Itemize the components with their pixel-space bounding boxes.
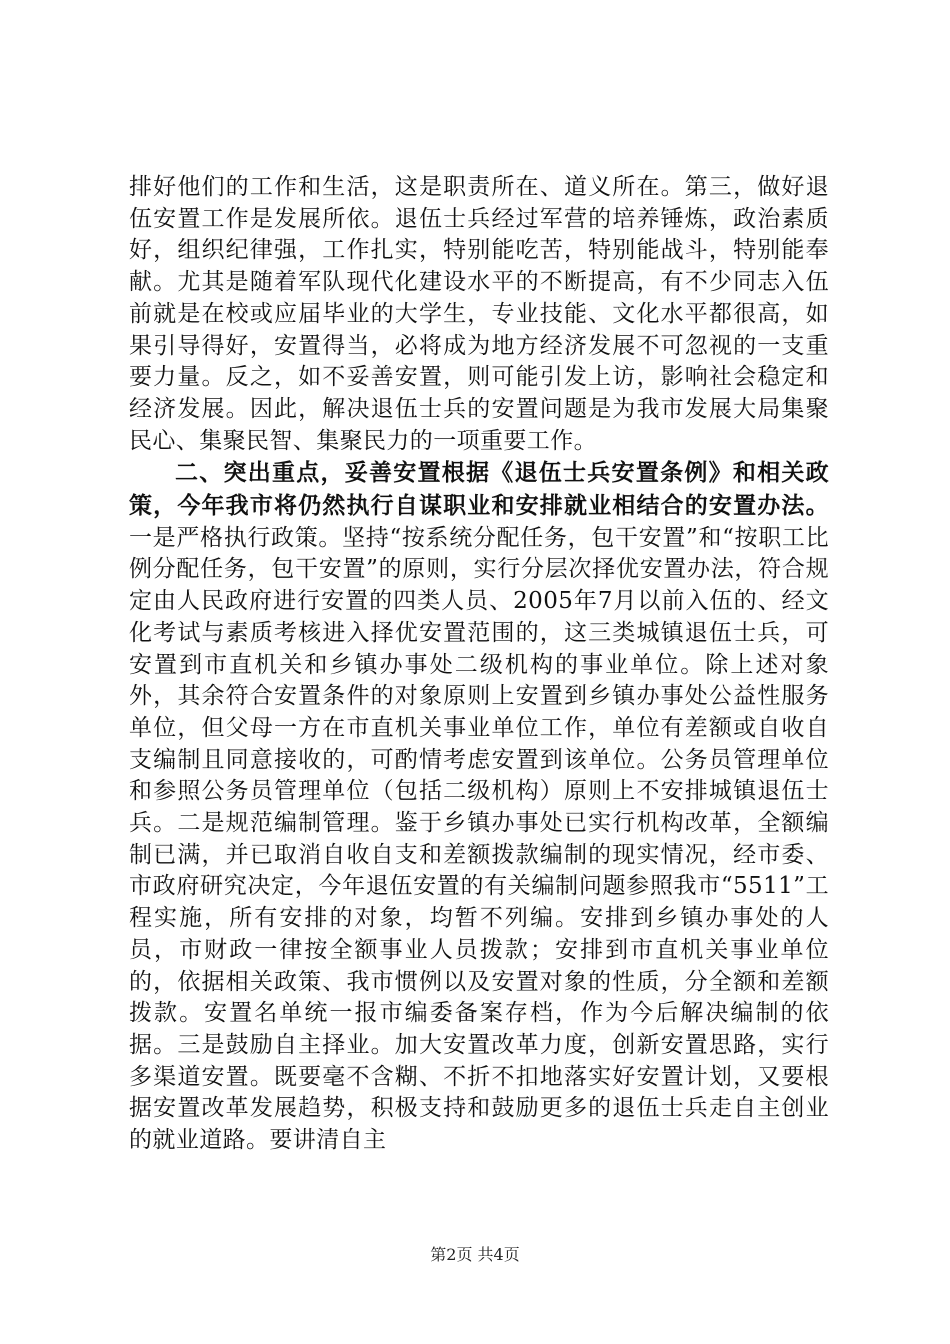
paragraph-1 bbox=[129, 172, 829, 457]
section-heading: 二、突出重点，妥善安置根据《退伍士兵安置条例》和相关政策，今年我市将仍然执行自谋职业和安排就业相结合的安置办法。 bbox=[129, 459, 829, 520]
paragraph-2-text: 一是严格执行政策。坚持“按系统分配任务，包干安置”和“按职工比例分配任务，包干安置”的原则，实行分层次择优安置办法，符合规定由人民政府进行安置的四类人员、2005年7月以前入伍的、经文化考试与素质考核进入择优安置范围的，这三类城镇退伍士兵，可安置到市直机关和乡镇办事处二级机构的事业单位。除上述对象外，其余符合安置条件的对象原则上安置到乡镇办事处公益性服务单位，但父母一方在市直机关事业单位工作，单位有差额或自收自支编制且同意接收的，可酌情考虑安置到该单位。公务员管理单位和参照公务员管理单位（包括二级机构）原则上不安排城镇退伍士兵。二是规范编制管理。鉴于乡镇办事处已实行机构改革，全额编制已满，并已取消自收自支和差额拨款编制的现实情况，经市委、市政府研究决定，今年退伍安置的有关编制问题参照我市“5511”工程实施，所有安排的对象，均暂不列编。安排到乡镇办事处的人员，市财政一律按全额事业人员拨款；安排到市直机关事业单位的，依据相关政策、我市惯例以及安置对象的性质，分全额和差额拨款。安置名单统一报市编委备案存档，作为今后解决编制的依据。三是鼓励自主择业。加大安置改革力度，创新安置思路，实行多渠道安置。既要毫不含糊、不折不扣地落实好安置计划，又要根据安置改革发展趋势，积极支持和鼓励更多的退伍士兵走自主创业的就业道路。要讲清自主 bbox=[129, 524, 829, 1154]
page-number-footer: 第2页 共4页 bbox=[430, 1245, 520, 1264]
paragraph-1-text: 排好他们的工作和生活，这是职责所在、道义所在。第三，做好退伍安置工作是发展所依。退伍士兵经过军营的培养锤炼，政治素质好，组织纪律强，工作扎实，特别能吃苦，特别能战斗，特别能奉献。尤其是随着军队现代化建设水平的不断提高，有不少同志入伍前就是在校或应届毕业的大学生，专业技能、文化水平都很高，如果引导得好，安置得当，必将成为地方经济发展不可忽视的一支重要力量。反之，如不妥善安置，则可能引发上访，影响社会稳定和经济发展。因此，解决退伍士兵的安置问题是为我市发展大局集聚民心、集聚民智、集聚民力的一项重要工作。 bbox=[129, 174, 829, 454]
document-body bbox=[129, 172, 829, 1157]
paragraph-2 bbox=[129, 457, 829, 1156]
